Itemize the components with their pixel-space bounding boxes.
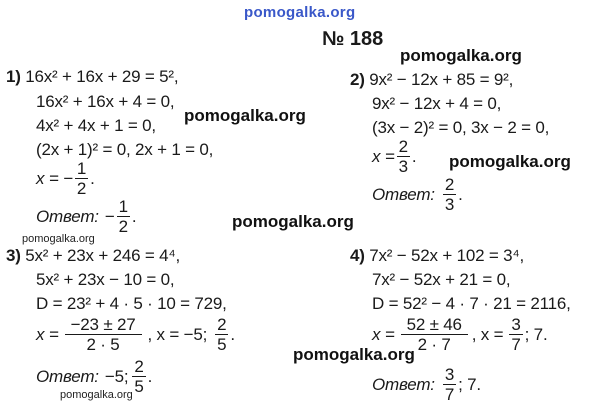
p1-number: 1) bbox=[6, 67, 21, 86]
p2-number: 2) bbox=[350, 70, 365, 89]
p1-line-1 bbox=[6, 68, 178, 85]
p1-eq-4: (2x + 1)² = 0, 2x + 1 = 0, bbox=[36, 140, 214, 159]
p4-answer-fraction: $\frac{3}{7}$ bbox=[444, 365, 455, 404]
p2-answer-label: Ответ: bbox=[372, 185, 435, 204]
p4-answer-label: Ответ: bbox=[372, 375, 435, 394]
problem-number: № 188 bbox=[322, 28, 384, 50]
p1-answer: Ответ: − $\frac{1}{2}$ . bbox=[36, 197, 137, 236]
p3-answer: Ответ: −5; $\frac{2}{5}$ . bbox=[36, 357, 153, 396]
p3-answer-label: Ответ: bbox=[36, 367, 99, 386]
p4-number: 4) bbox=[350, 246, 365, 265]
p1-eq-2: 16x² + 16x + 4 = 0, bbox=[36, 92, 175, 111]
p3-eq-2: 5x² + 23x − 10 = 0, bbox=[36, 270, 175, 289]
p3-line-1 bbox=[6, 247, 180, 264]
watermark-middle-left: pomogalka.org bbox=[184, 106, 306, 125]
p3-number: 3) bbox=[6, 246, 21, 265]
p3-answer-fraction: $\frac{2}{5}$ bbox=[134, 357, 144, 396]
watermark-top: pomogalka.org bbox=[244, 4, 356, 21]
p2-answer: Ответ: $\frac{2}{3}$ . bbox=[372, 175, 463, 214]
p2-eq-3: (3x − 2)² = 0, 3x − 2 = 0, bbox=[372, 118, 550, 137]
p2-answer-fraction: $\frac{2}{3}$ bbox=[444, 175, 455, 214]
p2-root: x = $\frac{2}{3}$ . bbox=[372, 137, 417, 176]
p4-eq-2: 7x² − 52x + 21 = 0, bbox=[372, 270, 511, 289]
p4-eq-3: D = 52² − 4 · 7 · 21 = 2116, bbox=[372, 294, 571, 313]
p4-line-1 bbox=[350, 247, 524, 264]
p2-line-1 bbox=[350, 71, 513, 88]
watermark-center: pomogalka.org bbox=[232, 212, 354, 231]
watermark-small-left: pomogalka.org bbox=[22, 233, 95, 245]
p4-root-formula-fraction: $\frac{52 \pm 46}{2 \cdot 7}$ bbox=[401, 316, 468, 353]
watermark-right-top: pomogalka.org bbox=[400, 46, 522, 65]
p3-roots: x = $\frac{-23 \pm 27}{2 \cdot 5}$ , x = −5; $\frac{2}{5}$ . bbox=[36, 315, 235, 354]
p2-eq-2: 9x² − 12x + 4 = 0, bbox=[372, 94, 502, 113]
p4-second-root-fraction: $\frac{3}{7}$ bbox=[511, 315, 521, 354]
watermark-right-middle: pomogalka.org bbox=[449, 152, 571, 171]
p4-answer: Ответ: $\frac{3}{7}$ ; 7. bbox=[372, 365, 481, 404]
p3-eq-1: 5x² + 23x + 246 = 4⁴, bbox=[25, 246, 181, 265]
p1-eq-3: 4x² + 4x + 1 = 0, bbox=[36, 116, 156, 135]
p3-root-formula-fraction: $\frac{-23 \pm 27}{2 \cdot 5}$ bbox=[65, 316, 142, 353]
p2-root-fraction: $\frac{2}{3}$ bbox=[398, 137, 408, 176]
watermark-small-bottom: pomogalka.org bbox=[60, 389, 133, 401]
p1-root-fraction: $\frac{1}{2}$ bbox=[76, 159, 87, 198]
p3-eq-3: D = 23² + 4 · 5 · 10 = 729, bbox=[36, 294, 227, 313]
p1-answer-fraction: $\frac{1}{2}$ bbox=[118, 197, 128, 236]
p4-eq-1: 7x² − 52x + 102 = 3⁴, bbox=[369, 246, 525, 265]
p2-eq-1: 9x² − 12x + 85 = 9², bbox=[369, 70, 514, 89]
p1-root: x = − $\frac{1}{2}$ . bbox=[36, 159, 95, 198]
watermark-bottom-center: pomogalka.org bbox=[293, 345, 415, 364]
p4-roots: x = $\frac{52 \pm 46}{2 \cdot 7}$ , x = $\frac{3}{7}$ ; 7. bbox=[372, 315, 548, 354]
p1-eq-1: 16x² + 16x + 29 = 5², bbox=[25, 67, 179, 86]
p3-second-root-fraction: $\frac{2}{5}$ bbox=[217, 315, 227, 354]
p1-answer-label: Ответ: bbox=[36, 207, 99, 226]
